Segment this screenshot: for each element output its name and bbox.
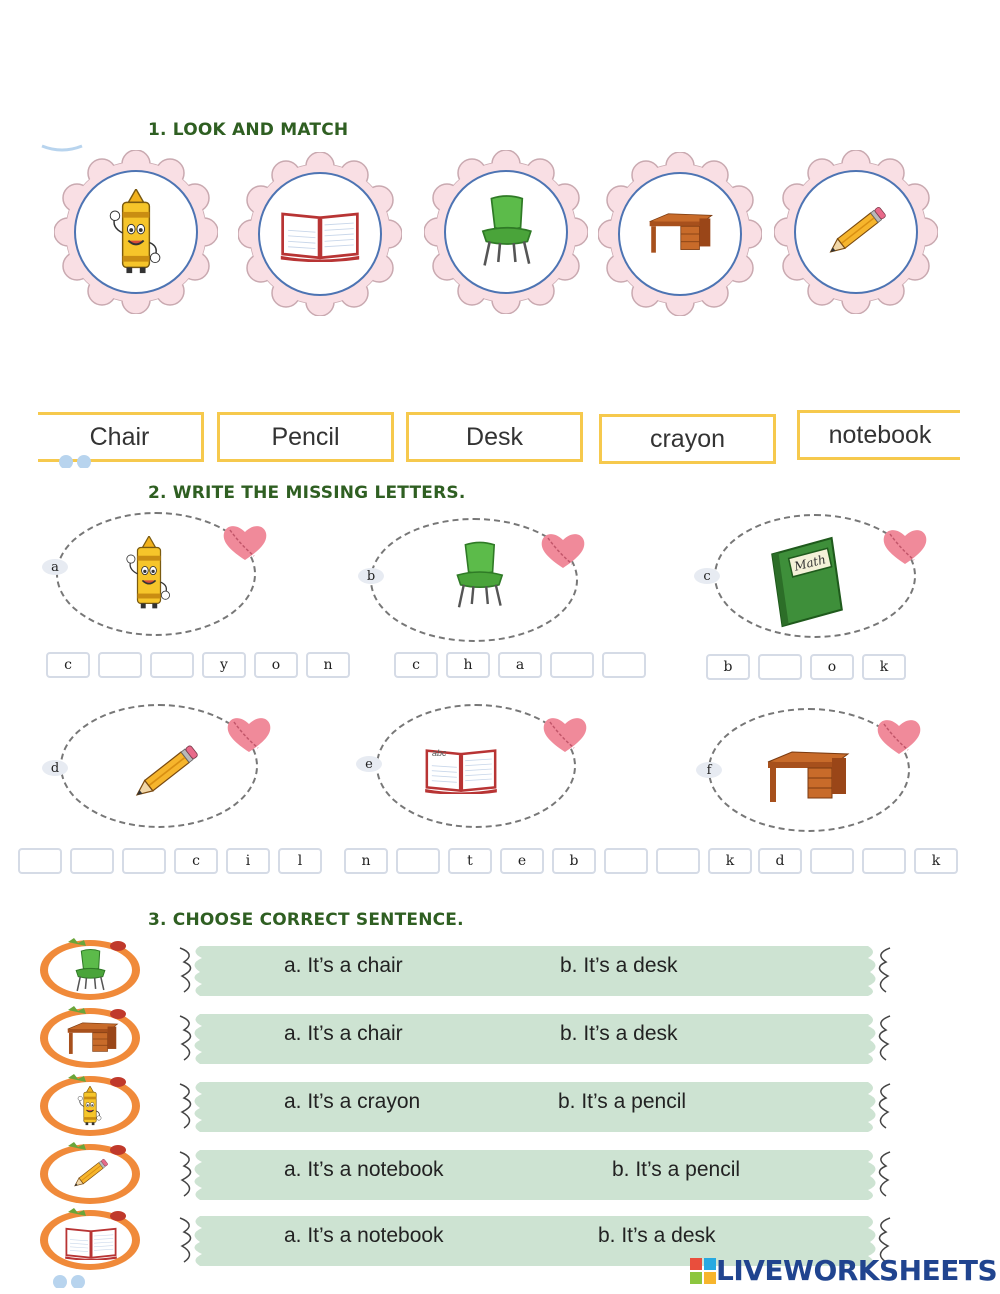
math-notebook-icon: [760, 536, 850, 628]
letter-box: k: [708, 848, 752, 874]
item-f-letters: [758, 848, 958, 874]
letter-input[interactable]: [810, 848, 854, 874]
option-a[interactable]: a. It’s a chair: [284, 1022, 403, 1045]
letter-input[interactable]: [150, 652, 194, 678]
section-2-title: 2. WRITE THE MISSING LETTERS.: [148, 483, 466, 503]
letter-input[interactable]: [98, 652, 142, 678]
letter-box: o: [810, 654, 854, 680]
letter-input[interactable]: [396, 848, 440, 874]
letter-box: l: [278, 848, 322, 874]
option-b[interactable]: b. It’s a desk: [560, 1022, 678, 1045]
desk-icon: [752, 748, 862, 808]
crayon-icon: [107, 189, 165, 275]
letter-box: a: [498, 652, 542, 678]
liveworksheets-logo-icon: [690, 1258, 716, 1284]
section-3-title: 3. CHOOSE CORRECT SENTENCE.: [148, 910, 464, 930]
desk-icon: [64, 1020, 120, 1058]
item-d-letters: [18, 848, 322, 874]
decor-dots: [50, 1272, 90, 1288]
option-a[interactable]: a. It’s a notebook: [284, 1158, 444, 1181]
option-a[interactable]: a. It’s a notebook: [284, 1224, 444, 1247]
chair-icon: [70, 948, 110, 994]
item-a-label: a: [42, 559, 68, 575]
letter-input[interactable]: [602, 652, 646, 678]
letter-box: n: [306, 652, 350, 678]
pencil-icon: [821, 202, 891, 262]
letter-box: c: [46, 652, 90, 678]
notebook-icon: [62, 1224, 120, 1260]
section-1-title: 1. LOOK AND MATCH: [148, 120, 349, 140]
letter-box: k: [914, 848, 958, 874]
letter-box: i: [226, 848, 270, 874]
notebook-picture: [418, 744, 504, 794]
option-a[interactable]: a. It’s a chair: [284, 954, 403, 977]
chair-icon: [434, 540, 524, 612]
letter-box: d: [758, 848, 802, 874]
option-b[interactable]: b. It’s a pencil: [558, 1090, 687, 1113]
item-b-letters: [394, 652, 646, 678]
match-picture-pencil[interactable]: [774, 150, 938, 314]
liveworksheets-logo-text: LIVEWORKSHEETS: [716, 1254, 998, 1287]
letter-box: t: [448, 848, 492, 874]
letter-input[interactable]: [122, 848, 166, 874]
letter-box: b: [552, 848, 596, 874]
letter-input[interactable]: [862, 848, 906, 874]
heart-icon: [874, 716, 924, 756]
crayon-icon: [112, 536, 186, 610]
match-word-notebook[interactable]: notebook: [797, 410, 960, 460]
letter-box: b: [706, 654, 750, 680]
match-word-pencil[interactable]: Pencil: [217, 412, 394, 462]
sentence-row-2: [38, 1006, 860, 1068]
item-e-letters: [344, 848, 752, 874]
math-notebook: [760, 536, 850, 628]
heart-icon: [538, 530, 588, 570]
option-b[interactable]: b. It’s a pencil: [612, 1158, 741, 1181]
match-picture-crayon[interactable]: [54, 150, 218, 314]
crayon-icon: [76, 1086, 104, 1126]
notebook-icon: [418, 744, 504, 794]
heart-icon: [224, 714, 274, 754]
match-picture-notebook[interactable]: [238, 152, 402, 316]
item-c-letters: [706, 654, 906, 680]
match-picture-chair[interactable]: [424, 150, 588, 314]
item-f-label: f: [696, 762, 722, 778]
match-word-desk[interactable]: Desk: [406, 412, 583, 462]
decor-dots: [58, 452, 94, 468]
letter-box: y: [202, 652, 246, 678]
sentence-row-3: [38, 1074, 860, 1136]
notebook-icon: [279, 206, 361, 262]
chair-icon: [476, 193, 536, 271]
sentence-row-4: [38, 1142, 860, 1204]
letter-box: n: [344, 848, 388, 874]
pencil-icon: [120, 740, 210, 806]
item-a-letters: [46, 652, 350, 678]
option-b[interactable]: b. It’s a desk: [598, 1224, 716, 1247]
letter-input[interactable]: [18, 848, 62, 874]
letter-input[interactable]: [70, 848, 114, 874]
item-e-label: e: [356, 756, 382, 772]
sentence-row-1: [38, 938, 860, 1000]
letter-box: h: [446, 652, 490, 678]
letter-box: c: [174, 848, 218, 874]
letter-box: e: [500, 848, 544, 874]
math-cover-label: Math: [792, 552, 828, 574]
book-cover-text: abc: [432, 748, 447, 758]
letter-input[interactable]: [604, 848, 648, 874]
item-d-label: d: [42, 760, 68, 776]
match-word-chair[interactable]: Chair: [38, 412, 204, 462]
letter-box: o: [254, 652, 298, 678]
desk-icon: [645, 210, 715, 258]
pencil-icon: [68, 1156, 112, 1192]
item-b-label: b: [358, 568, 384, 584]
letter-input[interactable]: [550, 652, 594, 678]
option-b[interactable]: b. It’s a desk: [560, 954, 678, 977]
letter-input[interactable]: [758, 654, 802, 680]
letter-box: k: [862, 654, 906, 680]
option-a[interactable]: a. It’s a crayon: [284, 1090, 421, 1113]
heart-icon: [880, 526, 930, 566]
liveworksheets-logo: [690, 1254, 997, 1287]
match-picture-desk[interactable]: [598, 152, 762, 316]
item-c-label: c: [694, 568, 720, 584]
heart-icon: [220, 522, 270, 562]
heart-icon: [540, 714, 590, 754]
letter-box: c: [394, 652, 438, 678]
match-word-crayon[interactable]: crayon: [599, 414, 776, 464]
letter-input[interactable]: [656, 848, 700, 874]
